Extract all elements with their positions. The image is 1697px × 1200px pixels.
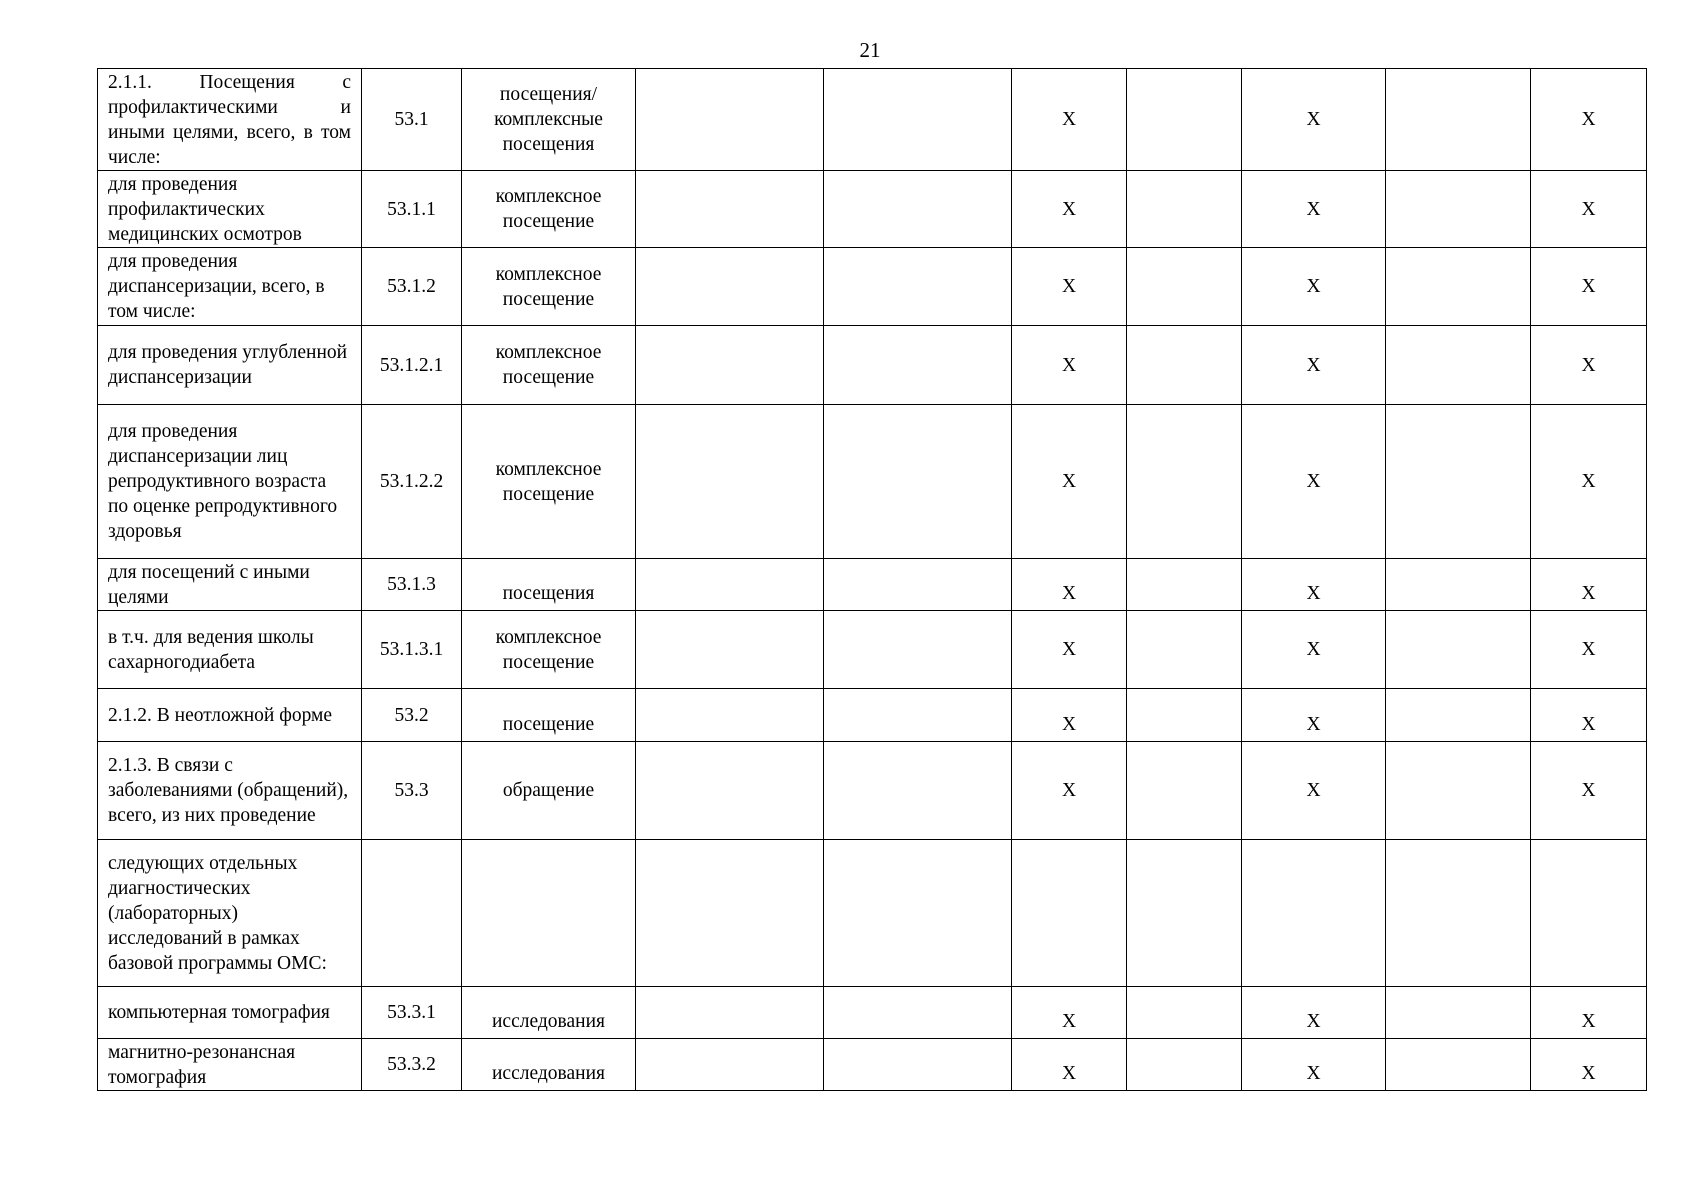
row-name-cell: следующих отдельных диагностических (лабораторных) исследований в рамках базовой программы ОМС: bbox=[98, 840, 362, 987]
row-code-cell: 53.3.1 bbox=[362, 987, 462, 1039]
row-value-cell-c6 bbox=[1386, 611, 1531, 689]
row-code-cell: 53.3 bbox=[362, 742, 462, 840]
row-value-cell-c2 bbox=[824, 326, 1012, 405]
row-value-cell-c1 bbox=[636, 559, 824, 611]
row-value-cell-c1 bbox=[636, 987, 824, 1039]
row-value-cell-c4 bbox=[1127, 840, 1242, 987]
row-value-cell-c4 bbox=[1127, 559, 1242, 611]
row-name-cell: для проведения диспансеризации лиц репродуктивного возраста по оценке репродуктивного здоровья bbox=[98, 405, 362, 559]
data-table bbox=[97, 68, 1647, 1091]
table-row bbox=[98, 611, 1647, 689]
row-value-cell-c5: Х bbox=[1242, 69, 1386, 171]
row-value-cell-c1 bbox=[636, 840, 824, 987]
table-row bbox=[98, 326, 1647, 405]
row-value-cell-c7: Х bbox=[1531, 1039, 1647, 1091]
row-value-cell-c2 bbox=[824, 69, 1012, 171]
row-value-cell-c4 bbox=[1127, 987, 1242, 1039]
table-row bbox=[98, 1039, 1647, 1091]
row-code-cell: 53.1.3.1 bbox=[362, 611, 462, 689]
row-unit-cell: посещения/ комплексные посещения bbox=[462, 69, 636, 171]
row-unit-cell: исследования bbox=[462, 987, 636, 1039]
row-value-cell-c1 bbox=[636, 1039, 824, 1091]
row-value-cell-c3: Х bbox=[1012, 559, 1127, 611]
row-value-cell-c5: Х bbox=[1242, 742, 1386, 840]
row-code-cell: 53.1.3 bbox=[362, 559, 462, 611]
row-value-cell-c6 bbox=[1386, 405, 1531, 559]
row-name-cell: для проведения диспансеризации, всего, в том числе: bbox=[98, 248, 362, 326]
row-value-cell-c1 bbox=[636, 326, 824, 405]
row-value-cell-c2 bbox=[824, 611, 1012, 689]
row-value-cell-c3: Х bbox=[1012, 689, 1127, 742]
row-value-cell-c7: Х bbox=[1531, 559, 1647, 611]
row-name-cell: компьютерная томография bbox=[98, 987, 362, 1039]
row-value-cell-c5: Х bbox=[1242, 559, 1386, 611]
row-value-cell-c6 bbox=[1386, 248, 1531, 326]
row-value-cell-c7: Х bbox=[1531, 987, 1647, 1039]
row-value-cell-c3: Х bbox=[1012, 742, 1127, 840]
row-value-cell-c4 bbox=[1127, 171, 1242, 248]
row-unit-cell: исследования bbox=[462, 1039, 636, 1091]
row-value-cell-c3: Х bbox=[1012, 248, 1127, 326]
row-unit-cell: посещения bbox=[462, 559, 636, 611]
row-value-cell-c4 bbox=[1127, 405, 1242, 559]
row-value-cell-c4 bbox=[1127, 1039, 1242, 1091]
page-number: 21 bbox=[859, 38, 881, 62]
row-value-cell-c2 bbox=[824, 171, 1012, 248]
row-name-cell: магнитно-резонансная томография bbox=[98, 1039, 362, 1091]
row-value-cell-c4 bbox=[1127, 611, 1242, 689]
row-value-cell-c6 bbox=[1386, 326, 1531, 405]
table-row bbox=[98, 559, 1647, 611]
row-value-cell-c3: Х bbox=[1012, 1039, 1127, 1091]
row-name-cell: для посещений с иными целями bbox=[98, 559, 362, 611]
row-value-cell-c6 bbox=[1386, 69, 1531, 171]
row-value-cell-c1 bbox=[636, 171, 824, 248]
row-code-cell: 53.1.2.1 bbox=[362, 326, 462, 405]
table-row bbox=[98, 742, 1647, 840]
row-value-cell-c2 bbox=[824, 1039, 1012, 1091]
row-value-cell-c4 bbox=[1127, 248, 1242, 326]
table-row bbox=[98, 689, 1647, 742]
row-code-cell: 53.1.2 bbox=[362, 248, 462, 326]
row-unit-cell: комплексное посещение bbox=[462, 171, 636, 248]
row-value-cell-c5: Х bbox=[1242, 987, 1386, 1039]
row-name-cell: 2.1.2. В неотложной форме bbox=[98, 689, 362, 742]
row-unit-cell: обращение bbox=[462, 742, 636, 840]
row-value-cell-c7: Х bbox=[1531, 326, 1647, 405]
row-value-cell-c1 bbox=[636, 689, 824, 742]
table-row bbox=[98, 248, 1647, 326]
row-value-cell-c6 bbox=[1386, 1039, 1531, 1091]
row-value-cell-c4 bbox=[1127, 742, 1242, 840]
row-value-cell-c5: Х bbox=[1242, 1039, 1386, 1091]
row-code-cell bbox=[362, 840, 462, 987]
row-value-cell-c1 bbox=[636, 405, 824, 559]
row-code-cell: 53.1 bbox=[362, 69, 462, 171]
table-row bbox=[98, 171, 1647, 248]
row-value-cell-c7: Х bbox=[1531, 248, 1647, 326]
row-unit-cell: комплексное посещение bbox=[462, 326, 636, 405]
row-value-cell-c6 bbox=[1386, 840, 1531, 987]
row-value-cell-c1 bbox=[636, 742, 824, 840]
row-value-cell-c7: Х bbox=[1531, 742, 1647, 840]
row-value-cell-c2 bbox=[824, 559, 1012, 611]
row-value-cell-c2 bbox=[824, 742, 1012, 840]
row-value-cell-c1 bbox=[636, 611, 824, 689]
row-value-cell-c2 bbox=[824, 248, 1012, 326]
row-value-cell-c6 bbox=[1386, 559, 1531, 611]
row-value-cell-c3 bbox=[1012, 840, 1127, 987]
row-value-cell-c4 bbox=[1127, 326, 1242, 405]
table-row bbox=[98, 69, 1647, 171]
row-name-cell: 2.1.3. В связи с заболеваниями (обращений), всего, из них проведение bbox=[98, 742, 362, 840]
row-value-cell-c4 bbox=[1127, 689, 1242, 742]
row-value-cell-c7: Х bbox=[1531, 611, 1647, 689]
row-value-cell-c2 bbox=[824, 840, 1012, 987]
row-value-cell-c2 bbox=[824, 405, 1012, 559]
row-value-cell-c1 bbox=[636, 69, 824, 171]
row-value-cell-c6 bbox=[1386, 987, 1531, 1039]
row-value-cell-c5: Х bbox=[1242, 611, 1386, 689]
row-name-cell: для проведения профилактических медицинских осмотров bbox=[98, 171, 362, 248]
row-unit-cell bbox=[462, 840, 636, 987]
row-code-cell: 53.2 bbox=[362, 689, 462, 742]
row-value-cell-c7: Х bbox=[1531, 171, 1647, 248]
row-value-cell-c3: Х bbox=[1012, 405, 1127, 559]
row-value-cell-c3: Х bbox=[1012, 326, 1127, 405]
table-row bbox=[98, 405, 1647, 559]
row-value-cell-c6 bbox=[1386, 742, 1531, 840]
row-value-cell-c7: Х bbox=[1531, 69, 1647, 171]
row-unit-cell: комплексное посещение bbox=[462, 405, 636, 559]
row-value-cell-c3: Х bbox=[1012, 987, 1127, 1039]
row-value-cell-c3: Х bbox=[1012, 69, 1127, 171]
row-code-cell: 53.1.2.2 bbox=[362, 405, 462, 559]
row-value-cell-c5: Х bbox=[1242, 689, 1386, 742]
row-value-cell-c5: Х bbox=[1242, 405, 1386, 559]
row-value-cell-c1 bbox=[636, 248, 824, 326]
row-unit-cell: комплексное посещение bbox=[462, 611, 636, 689]
row-value-cell-c5: Х bbox=[1242, 248, 1386, 326]
row-unit-cell: посещение bbox=[462, 689, 636, 742]
row-value-cell-c3: Х bbox=[1012, 171, 1127, 248]
row-value-cell-c3: Х bbox=[1012, 611, 1127, 689]
table-row bbox=[98, 987, 1647, 1039]
row-value-cell-c5 bbox=[1242, 840, 1386, 987]
table-row bbox=[98, 840, 1647, 987]
row-value-cell-c2 bbox=[824, 987, 1012, 1039]
row-unit-cell: комплексное посещение bbox=[462, 248, 636, 326]
row-name-cell: для проведения углубленной диспансеризации bbox=[98, 326, 362, 405]
row-value-cell-c6 bbox=[1386, 171, 1531, 248]
row-name-cell: 2.1.1. Посещения с профилактическими и иными целями, всего, в том числе: bbox=[98, 69, 362, 171]
row-value-cell-c4 bbox=[1127, 69, 1242, 171]
row-value-cell-c5: Х bbox=[1242, 171, 1386, 248]
row-value-cell-c7: Х bbox=[1531, 689, 1647, 742]
row-name-cell: в т.ч. для ведения школы сахарногодиабета bbox=[98, 611, 362, 689]
row-value-cell-c6 bbox=[1386, 689, 1531, 742]
row-value-cell-c5: Х bbox=[1242, 326, 1386, 405]
row-value-cell-c7: Х bbox=[1531, 405, 1647, 559]
row-value-cell-c7 bbox=[1531, 840, 1647, 987]
row-value-cell-c2 bbox=[824, 689, 1012, 742]
row-code-cell: 53.3.2 bbox=[362, 1039, 462, 1091]
row-code-cell: 53.1.1 bbox=[362, 171, 462, 248]
